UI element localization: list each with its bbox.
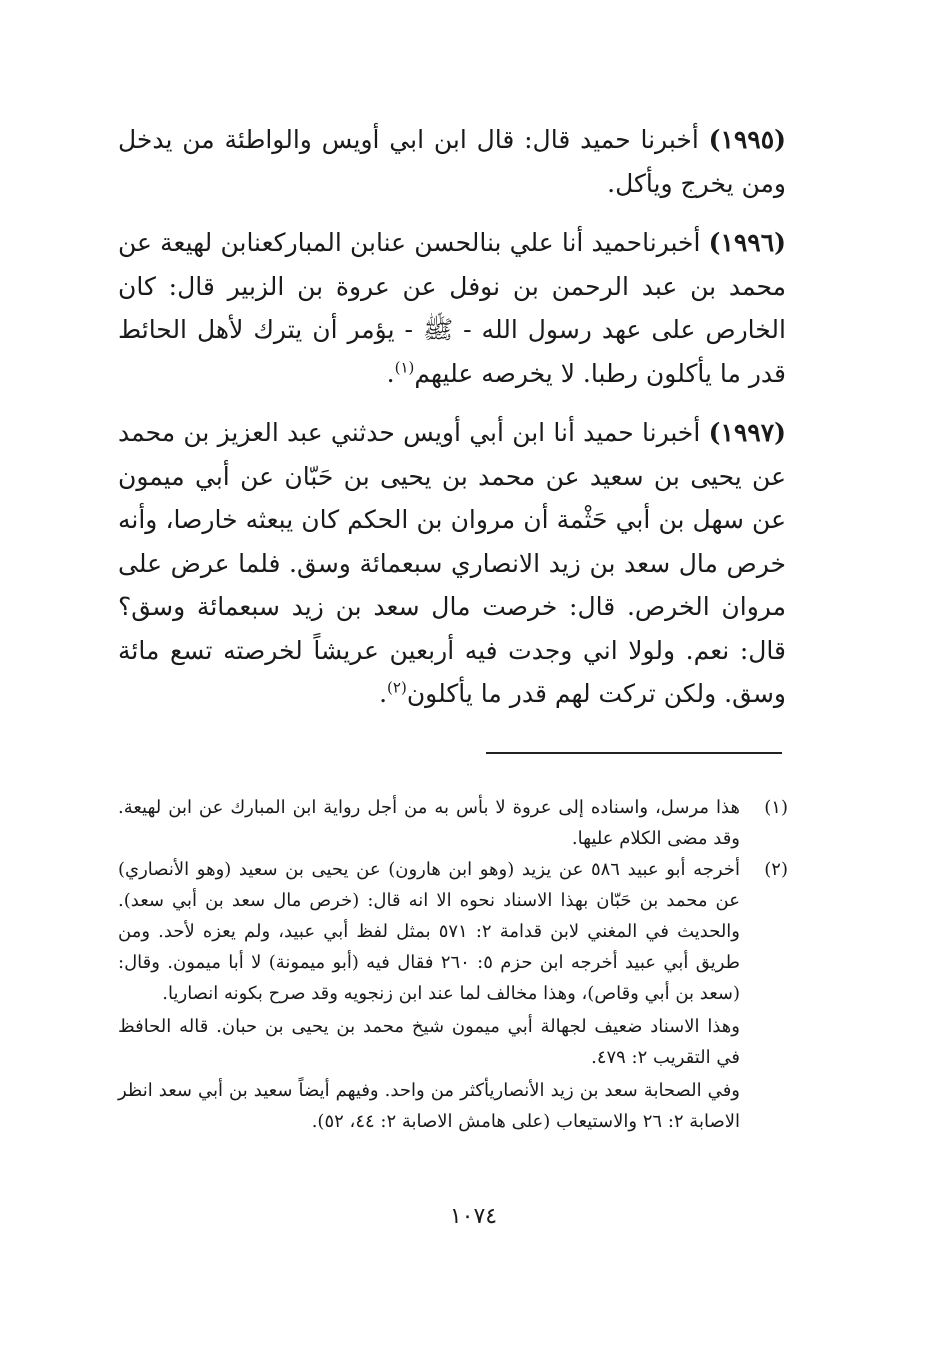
hadith-number: (١٩٩٦)	[708, 228, 786, 257]
main-text	[118, 118, 786, 732]
footnote-mark: (١)	[764, 797, 788, 818]
hadith-1997	[118, 411, 786, 716]
hadith-number: (١٩٩٧)	[708, 418, 787, 447]
footnote-text: هذا مرسل، واسناده إلى عروة لا بأس به من أجل رواية ابن المبارك عن ابن لهيعة. وقد مضى الكلام عليها.	[118, 797, 740, 849]
hadith-number: (١٩٩٥)	[708, 125, 786, 154]
footnote-mark: (٢)	[764, 859, 788, 880]
hadith-text-end: .	[386, 358, 395, 388]
hadith-text: أخبرنا حميد قال: قال ابن ابي أويس والواطئة من يدخل ومن يخرج ويأكل.	[118, 125, 786, 198]
hadith-1996	[118, 221, 786, 395]
footnote-divider	[486, 752, 782, 754]
footnote-text: أخرجه أبو عبيد ٥٨٦ عن يزيد (وهو ابن هارون) عن يحيى بن سعيد (وهو الأنصاري) عن محمد بن حَبّان بهذا الاسناد نحوه الا انه قال: (خرص مال سعد بن أبي سعد). والحديث في المغني لابن قدامة ٢: ٥٧١ بمثل لفظ أبي عبيد، ولم يعزه لأحد. ومن طريق أبي عبيد أخرجه ابن حزم ٥: ٢٦٠ فقال فيه (أبو ميمونة) لا أبا ميمون. وقال: (سعد بن أبي وقاص)، وهذا مخالف لما عند ابن زنجويه وقد صرح بكونه انصاريا.	[118, 859, 741, 1004]
footnote-reference[interactable]: (١)	[394, 358, 415, 377]
hadith-text: أخبرنا حميد أنا ابن أبي أويس حدثني عبد العزيز بن محمد عن يحيى بن سعيد عن محمد بن يحيى بن حَبّان عن أبي ميمون عن سهل بن أبي حَثْمة أن مروان بن الحكم كان يبعثه خارصا، وأنه خرص مال سعد بن زيد الانصاري سبعمائة وسق. فلما عرض على مروان الخرص. قال: خرصت مال سعد بن زيد سبعمائة وسق؟ قال: نعم. ولولا اني وجدت فيه أربعين عريشاً لخرصته تسع مائة وسق. ولكن تركت لهم قدر ما يأكلون	[118, 418, 786, 708]
footnote-1	[118, 792, 788, 854]
page-number: ١٠٧٤	[449, 1204, 498, 1229]
footnote-2	[118, 854, 788, 1009]
hadith-1995	[118, 118, 786, 205]
footnote-2-continuation: وهذا الاسناد ضعيف لجهالة أبي ميمون شيخ محمد بن يحيى بن حبان. قاله الحافظ في التقريب ٢: ٤٧٩.	[118, 1016, 740, 1068]
hadith-text: أخبرناحميد أنا علي بنالحسن عنابن المباركعنابن لهيعة عن محمد بن عبد الرحمن بن نوفل عن عروة بن الزبير قال: كان الخارص على عهد رسول الله - ﷺ - يؤمر أن يترك لأهل الحائط قدر ما يأكلون رطبا. لا يخرصه عليهم	[118, 228, 786, 388]
hadith-text-end: .	[379, 679, 388, 708]
footnotes	[118, 792, 788, 1137]
footnote-2-continuation: وفي الصحابة سعد بن زيد الأنصاريأكثر من واحد. وفيهم أيضاً سعيد بن أبي سعد انظر الاصابة ٢: ٢٦ والاستيعاب (على هامش الاصابة ٢: ٤٤، ٥٢).	[118, 1080, 740, 1132]
footnote-reference[interactable]: (٢)	[387, 678, 407, 697]
